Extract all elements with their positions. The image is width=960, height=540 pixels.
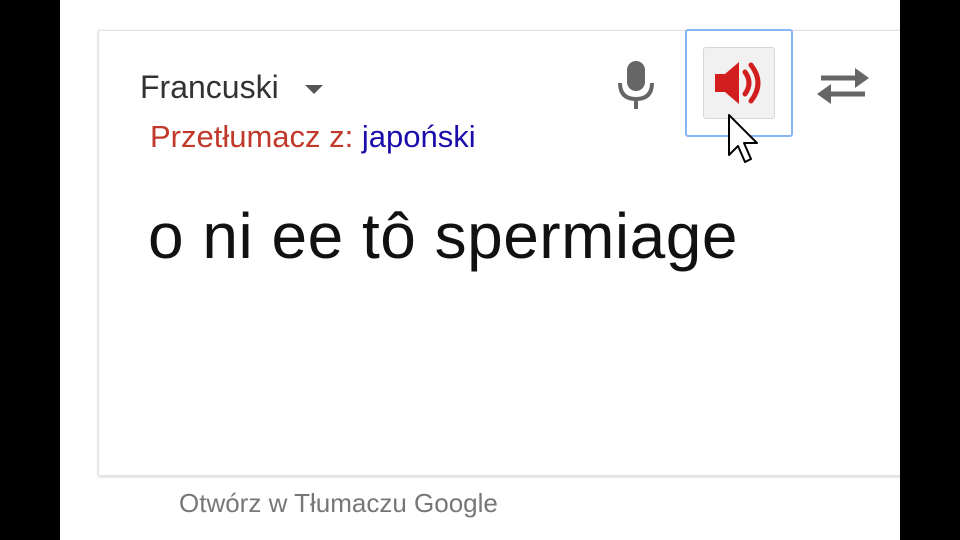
listen-button[interactable] xyxy=(703,47,775,119)
detected-language-line xyxy=(150,119,476,155)
source-language-label: Francuski xyxy=(140,69,279,105)
open-in-google-translate-link[interactable]: Otwórz w Tłumaczu Google xyxy=(179,488,498,518)
source-language-dropdown[interactable] xyxy=(140,69,323,106)
detected-language-link[interactable]: japoński xyxy=(361,119,476,154)
translated-text: o ni ee tô spermiage xyxy=(148,200,738,272)
mouse-cursor xyxy=(727,113,761,165)
translation-card xyxy=(98,30,900,476)
dropdown-caret-icon xyxy=(305,85,323,94)
speaker-icon xyxy=(711,58,767,108)
microphone-icon[interactable] xyxy=(614,59,658,111)
viewport xyxy=(60,0,900,540)
detect-prefix: Przetłumacz z: xyxy=(150,119,362,154)
swap-languages-icon[interactable] xyxy=(815,63,871,107)
